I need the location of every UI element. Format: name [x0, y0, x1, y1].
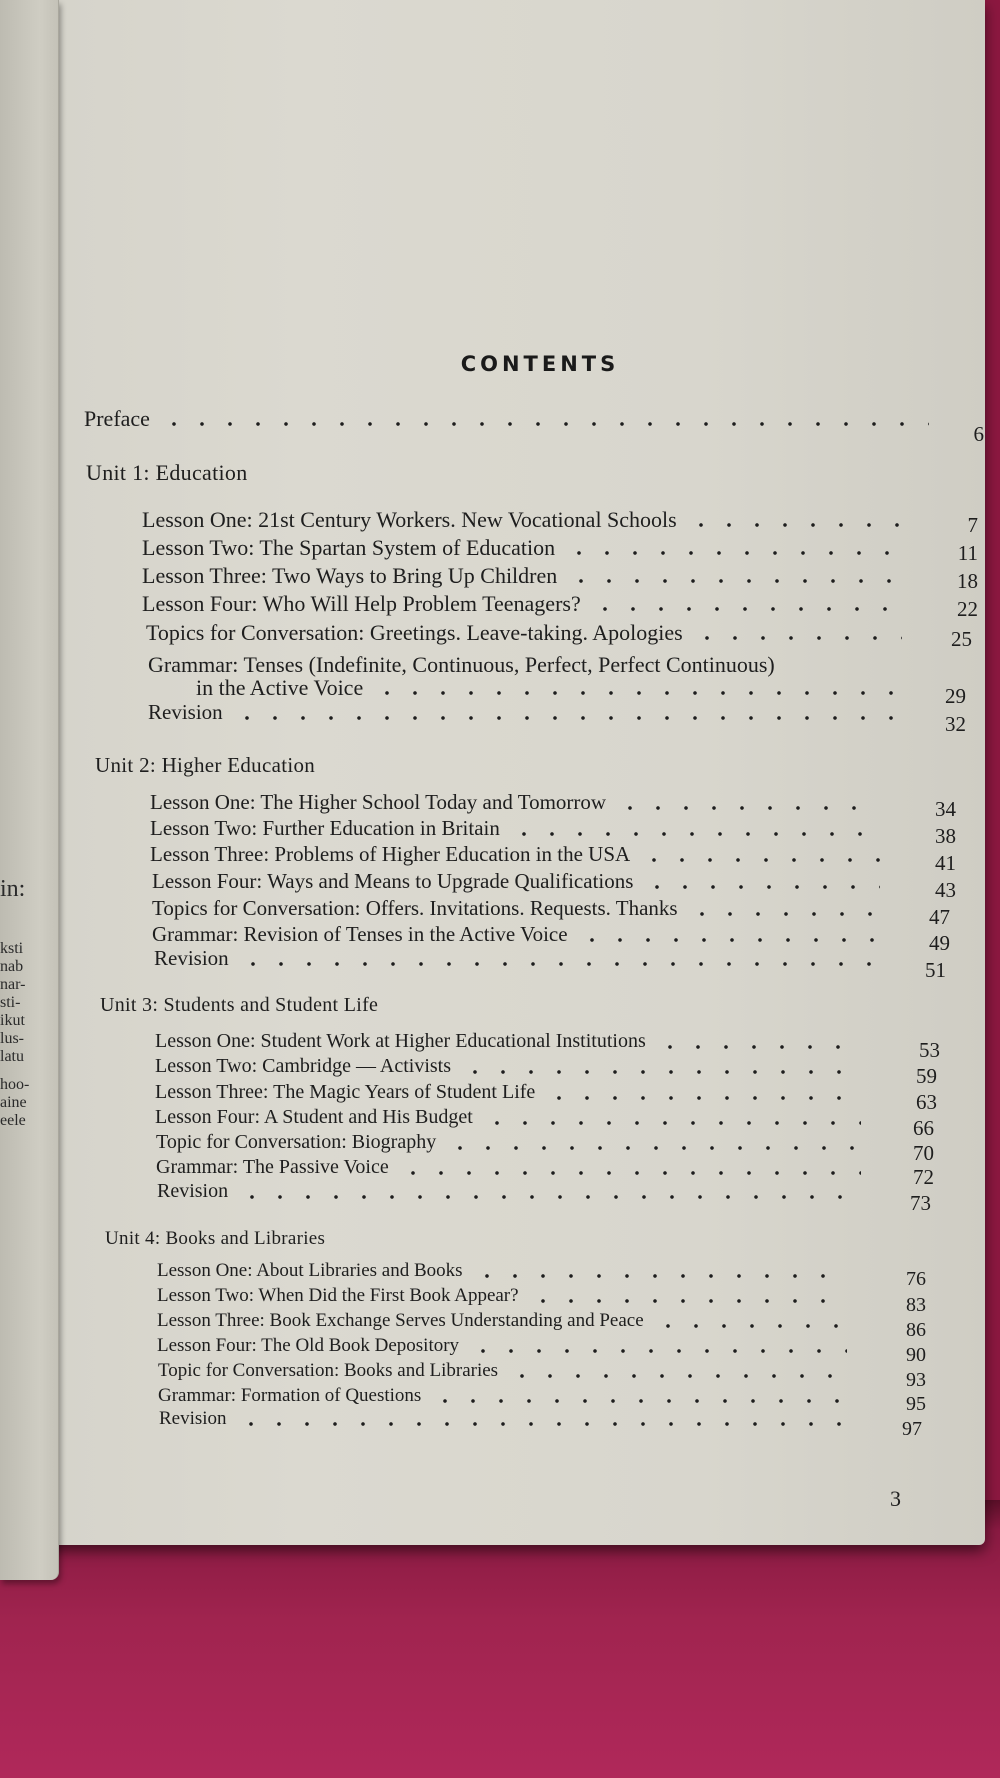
page-number: 43 — [935, 878, 956, 902]
facing-page-fragment: nar- — [0, 976, 26, 993]
toc-entry — [148, 700, 910, 725]
entry-title: Grammar: Tenses (Indefinite, Continuous, Perfect, Perfect Continuous) — [148, 652, 775, 677]
toc-entry — [154, 946, 888, 971]
page-number: 86 — [906, 1319, 926, 1341]
facing-page-fragment: sti- — [0, 994, 21, 1011]
toc-entry — [142, 535, 912, 561]
toc-entry — [155, 1106, 871, 1129]
leader-dots — [239, 962, 878, 966]
unit-title: Unit 3: Students and Student Life — [100, 994, 379, 1016]
entry-title: Lesson Two: The Spartan System of Education — [142, 535, 556, 560]
toc-entry — [157, 1335, 857, 1357]
entry-title: Lesson One: Student Work at Higher Educational Institutions — [155, 1030, 646, 1052]
page-number: 6 — [973, 422, 984, 446]
page-number: 70 — [913, 1141, 934, 1165]
entry-title: Lesson One: About Libraries and Books — [157, 1260, 463, 1281]
toc-entry — [150, 790, 890, 815]
toc-entry — [155, 1030, 871, 1053]
page-number: 66 — [913, 1116, 934, 1140]
page-number: 34 — [935, 797, 956, 821]
preface-entry — [84, 406, 939, 432]
contents-heading: CONTENTS — [460, 352, 620, 376]
entry-title: Lesson One: 21st Century Workers. New Vocational Schools — [142, 507, 677, 532]
unit-title: Unit 1: Education — [86, 460, 248, 485]
page-number: 95 — [906, 1393, 926, 1415]
entry-title: Topic for Conversation: Books and Libraries — [158, 1360, 499, 1381]
facing-page-fragment: lus- — [0, 1030, 24, 1047]
leader-dots — [473, 1274, 847, 1278]
toc-entry — [155, 1055, 871, 1078]
toc-entry — [157, 1285, 857, 1307]
entry-title: Revision — [159, 1408, 227, 1429]
toc-entry — [152, 922, 890, 947]
entry-title: Revision — [148, 700, 223, 724]
page-number: 32 — [945, 712, 966, 736]
leader-dots — [469, 1349, 847, 1353]
entry-title: Lesson Three: Two Ways to Bring Up Children — [142, 563, 558, 588]
toc-entry — [196, 675, 912, 701]
leader-dots — [688, 912, 880, 916]
facing-page-fragment: in: — [0, 876, 26, 902]
toc-entry — [158, 1360, 857, 1382]
leader-dots — [483, 1121, 861, 1125]
leader-dots — [545, 1096, 861, 1100]
entry-title: Lesson Two: Cambridge — Activists — [155, 1055, 451, 1077]
entry-title-continued: in the Active Voice — [196, 675, 364, 700]
leader-dots — [510, 832, 880, 836]
facing-page-fragment: eele — [0, 1112, 26, 1129]
toc-entry — [146, 620, 912, 646]
facing-page-fragment: aine — [0, 1094, 27, 1111]
entry-title: Grammar: Revision of Tenses in the Active Voice — [152, 922, 568, 946]
leader-dots — [654, 1324, 847, 1328]
page-number: 11 — [957, 541, 978, 565]
toc-entry — [155, 1081, 871, 1104]
leader-dots — [567, 579, 902, 583]
toc-entry — [156, 1131, 871, 1154]
leader-dots — [399, 1171, 861, 1175]
page-number: 73 — [910, 1191, 931, 1215]
unit-title: Unit 2: Higher Education — [95, 753, 316, 777]
entry-title: Lesson Four: Who Will Help Problem Teenagers? — [142, 591, 581, 616]
page-number: 90 — [906, 1344, 926, 1366]
page-number: 41 — [935, 851, 956, 875]
leader-dots — [238, 1195, 859, 1199]
page-number: 76 — [906, 1268, 926, 1290]
leader-dots — [565, 551, 902, 555]
facing-page-fragment: ikut — [0, 1012, 25, 1029]
toc-entry — [157, 1310, 857, 1332]
leader-dots — [508, 1374, 847, 1378]
entry-title: Lesson Three: Book Exchange Serves Understanding and Peace — [157, 1310, 644, 1331]
entry-title: Grammar: The Passive Voice — [156, 1156, 389, 1178]
toc-entry — [152, 869, 890, 894]
page-number: 29 — [945, 684, 966, 708]
leader-dots — [233, 716, 900, 720]
leader-dots — [656, 1045, 861, 1049]
entry-title: Grammar: Formation of Questions — [158, 1385, 422, 1406]
entry-title: Topics for Conversation: Offers. Invitations. Requests. Thanks — [152, 896, 678, 920]
page-number: 59 — [916, 1064, 937, 1088]
entry-title: Revision — [154, 946, 229, 970]
leader-dots — [591, 607, 902, 611]
page-folio: 3 — [890, 1486, 901, 1511]
page-number: 53 — [919, 1038, 940, 1062]
entry-title: Lesson Four: The Old Book Depository — [157, 1335, 460, 1356]
facing-page-fragment: ksti — [0, 940, 24, 957]
toc-entry — [158, 1385, 857, 1407]
entry-title: Topic for Conversation: Biography — [156, 1131, 437, 1153]
leader-dots — [693, 636, 902, 640]
page-number: 18 — [957, 569, 978, 593]
page-number: 22 — [957, 597, 978, 621]
entry-title: Preface — [84, 406, 150, 431]
leader-dots — [461, 1070, 861, 1074]
leader-dots — [578, 938, 880, 942]
entry-title: Lesson One: The Higher School Today and Tomorrow — [150, 790, 607, 814]
toc-entry — [159, 1408, 857, 1430]
entry-title: Lesson Four: Ways and Means to Upgrade Qualifications — [152, 869, 634, 893]
entry-title: Topics for Conversation: Greetings. Leave-taking. Apologies — [146, 620, 683, 645]
leader-dots — [373, 691, 902, 695]
toc-entry — [142, 591, 912, 617]
toc-entry — [156, 1156, 871, 1179]
facing-page-fragment: latu — [0, 1048, 24, 1065]
toc-entry — [142, 507, 912, 533]
page-number: 63 — [916, 1090, 937, 1114]
facing-page-fragment: hoo- — [0, 1076, 30, 1093]
entry-title: Lesson Three: The Magic Years of Student Life — [155, 1081, 536, 1103]
entry-title: Lesson Three: Problems of Higher Education in the USA — [150, 842, 631, 866]
toc-entry — [150, 816, 890, 841]
toc-entry — [157, 1180, 869, 1203]
page-number: 51 — [925, 958, 946, 982]
page-number: 93 — [906, 1369, 926, 1391]
facing-page-fragment: nab — [0, 958, 24, 975]
page-number: 47 — [929, 905, 950, 929]
page-number: 38 — [935, 824, 956, 848]
entry-title: Lesson Two: Further Education in Britain — [150, 816, 500, 840]
leader-dots — [446, 1146, 861, 1150]
leader-dots — [237, 1422, 847, 1426]
page-number: 49 — [929, 931, 950, 955]
page-number: 25 — [951, 627, 972, 651]
leader-dots — [616, 806, 880, 810]
facing-page-edge — [0, 0, 59, 1580]
toc-entry — [142, 563, 912, 589]
entry-title: Revision — [157, 1180, 229, 1202]
page-number: 97 — [902, 1418, 922, 1440]
entry-title: Lesson Two: When Did the First Book Appear? — [157, 1285, 519, 1306]
page-number: 7 — [967, 513, 978, 537]
toc-entry — [157, 1260, 857, 1282]
page-number: 72 — [913, 1165, 934, 1189]
leader-dots — [643, 885, 880, 889]
leader-dots — [160, 422, 929, 426]
page-number: 83 — [906, 1294, 926, 1316]
toc-entry — [152, 896, 890, 921]
toc-entry — [150, 842, 890, 867]
unit-title: Unit 4: Books and Libraries — [105, 1228, 326, 1249]
leader-dots — [431, 1399, 847, 1403]
entry-title: Lesson Four: A Student and His Budget — [155, 1106, 473, 1128]
leader-dots — [687, 523, 902, 527]
leader-dots — [640, 858, 880, 862]
leader-dots — [529, 1299, 847, 1303]
